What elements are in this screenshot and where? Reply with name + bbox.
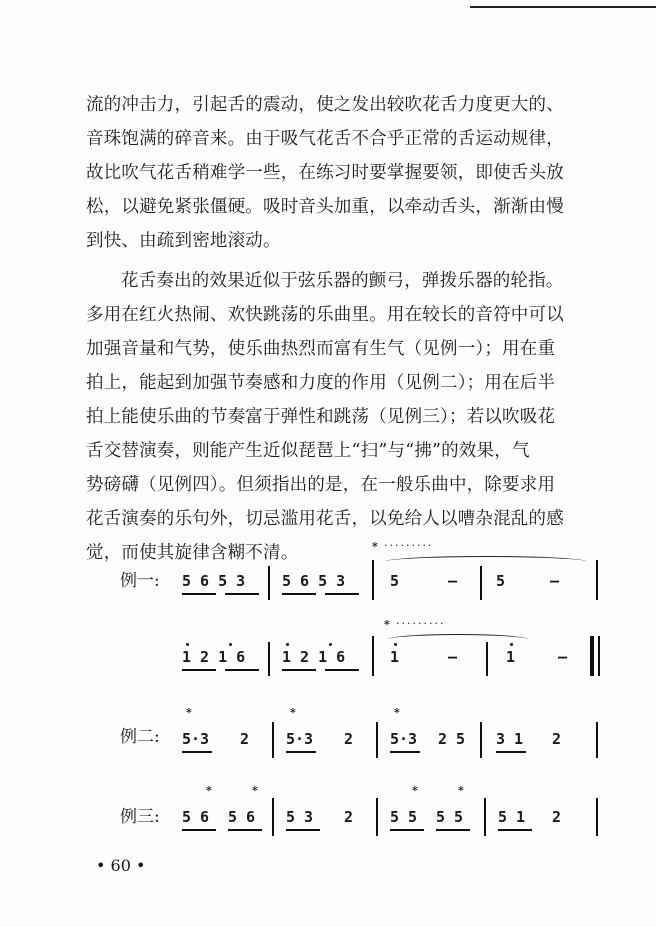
ex1-row1-measure-1: 5 6 5 3 bbox=[182, 572, 246, 590]
bar-line bbox=[372, 560, 374, 600]
text-line: 流的冲击力，引起舌的震动，使之发出较吹花舌力度更大的、 bbox=[86, 95, 564, 115]
bar-line bbox=[376, 798, 378, 836]
bar-line bbox=[372, 636, 374, 676]
beam-line bbox=[286, 829, 320, 831]
ex3-measure-1-beat-2: 5 6 bbox=[228, 808, 256, 826]
ex1-row2-measure-1: 1 2 1 6 bbox=[182, 648, 246, 666]
ex2-measure-3-beat-2: 2 5 bbox=[438, 730, 466, 748]
flutter-tongue-mark: * bbox=[412, 784, 418, 797]
beam-line bbox=[325, 669, 359, 671]
ex3-measure-2-beat-2: 2 bbox=[344, 808, 354, 826]
bar-line bbox=[272, 798, 274, 836]
ex1-row1-measure-4-note: 5 bbox=[496, 572, 506, 590]
ex2-measure-2-beat-2: 2 bbox=[344, 730, 354, 748]
beam-line bbox=[182, 751, 212, 753]
example-2-label: 例二: bbox=[120, 727, 160, 747]
ex2-measure-4-beat-2: 2 bbox=[552, 730, 562, 748]
bar-line bbox=[268, 566, 270, 600]
bar-line bbox=[484, 798, 486, 836]
beam-line bbox=[282, 669, 316, 671]
ex1-row2-measure-4-note: 1 bbox=[506, 648, 516, 666]
beam-line bbox=[286, 751, 316, 753]
ex3-measure-1-beat-1: 5 6 bbox=[182, 808, 210, 826]
text-line: 音珠饱满的碎音来。由于吸气花舌不合乎正常的舌运动规律， bbox=[86, 129, 564, 149]
ex3-measure-2-beat-1: 5 3 bbox=[286, 808, 314, 826]
example-3-label: 例三: bbox=[120, 807, 160, 827]
ex1-row2-measure-2: 1 2 1 6 bbox=[282, 648, 346, 666]
flutter-tongue-mark: * bbox=[458, 784, 464, 797]
text-line: 花舌演奏的乐句外，切忌滥用花舌，以免给人以嘈杂混乱的感 bbox=[86, 509, 564, 529]
ex1-row2-measure-3-note: 1 bbox=[390, 648, 400, 666]
beam-line bbox=[325, 593, 359, 595]
beam-line bbox=[282, 593, 316, 595]
example-1-label: 例一: bbox=[120, 571, 160, 591]
beam-line bbox=[228, 829, 262, 831]
flutter-tongue-mark: * bbox=[206, 784, 212, 797]
text-line: 松，以避免紧张僵硬。吸时音头加重，以牵动舌头，渐渐由慢 bbox=[86, 197, 564, 217]
ex1-row1-measure-2: 5 6 5 3 bbox=[282, 572, 346, 590]
flutter-tongue-mark: * bbox=[372, 540, 378, 553]
high-octave-dot bbox=[186, 643, 189, 646]
flutter-tongue-mark: * bbox=[186, 706, 192, 719]
beam-line bbox=[182, 829, 216, 831]
text-line: 多用在红火热闹、欢快跳荡的乐曲里。用在较长的音符中可以 bbox=[86, 305, 564, 325]
beam-line bbox=[182, 593, 216, 595]
text-line: 花舌奏出的效果近似于弦乐器的颤弓，弹拨乐器的轮指。 bbox=[121, 271, 564, 291]
flutter-tongue-mark: * bbox=[384, 618, 390, 631]
text-line: 舌交替演奏，则能产生近似琵琶上“扫”与“拂”的效果，气 bbox=[86, 441, 530, 461]
text-line: 故比吹气花舌稍难学一些，在练习时要掌握要领，即使舌头放 bbox=[86, 163, 564, 183]
final-bar-thick bbox=[590, 636, 594, 676]
tie-slur bbox=[386, 556, 586, 567]
ex1-row2-measure-3-dash: – bbox=[448, 648, 458, 666]
text-line: 加强音量和气势，使乐曲热烈而富有生气（见例一）；用在重 bbox=[86, 339, 556, 359]
bar-line bbox=[596, 560, 598, 600]
bar-line bbox=[376, 722, 378, 758]
final-bar-thin bbox=[598, 636, 600, 676]
ex1-row2-measure-4-dash: – bbox=[558, 648, 568, 666]
page-number: • 60 • bbox=[96, 856, 146, 875]
ex1-row1-measure-3-dash: – bbox=[448, 572, 458, 590]
trill-dots: ········· bbox=[396, 617, 446, 630]
top-rule bbox=[470, 6, 656, 8]
bar-line bbox=[596, 798, 598, 836]
ex3-measure-4-beat-2: 2 bbox=[552, 808, 562, 826]
beam-line bbox=[225, 593, 259, 595]
flutter-tongue-mark: * bbox=[290, 706, 296, 719]
ex3-measure-3-beat-1: 5 5 bbox=[390, 808, 418, 826]
tie-slur bbox=[388, 634, 528, 645]
bar-line bbox=[480, 566, 482, 600]
text-line: 到快、由疏到密地滚动。 bbox=[86, 231, 281, 251]
text-line: 拍上能使乐曲的节奏富于弹性和跳荡（见例三）；若以吹吸花 bbox=[86, 407, 556, 427]
text-line: 势磅礴（见例四）。但须指出的是，在一般乐曲中，除要求用 bbox=[86, 475, 556, 495]
ex2-measure-1-beat-2: 2 bbox=[240, 730, 250, 748]
ex1-row1-measure-4-dash: – bbox=[550, 572, 560, 590]
beam-line bbox=[436, 829, 470, 831]
beam-line bbox=[182, 669, 216, 671]
beam-line bbox=[225, 669, 259, 671]
body-text bbox=[86, 92, 601, 566]
ex1-row1-measure-3-note: 5 bbox=[390, 572, 400, 590]
beam-line bbox=[390, 829, 424, 831]
bar-line bbox=[596, 722, 598, 758]
flutter-tongue-mark: * bbox=[394, 706, 400, 719]
ex2-measure-2-beat-1: 5·3 bbox=[286, 730, 314, 748]
beam-line bbox=[390, 751, 420, 753]
bar-line bbox=[486, 642, 488, 676]
ex2-measure-3-beat-1: 5·3 bbox=[390, 730, 418, 748]
ex3-measure-4-beat-1: 5 1 bbox=[498, 808, 526, 826]
beam-line bbox=[498, 829, 532, 831]
ex2-measure-4-beat-1: 3 1 bbox=[496, 730, 524, 748]
text-line: 拍上，能起到加强节奏感和力度的作用（见例二）；用在后半 bbox=[86, 373, 556, 393]
ex2-measure-1-beat-1: 5·3 bbox=[182, 730, 210, 748]
high-octave-dot bbox=[286, 643, 289, 646]
bar-line bbox=[268, 642, 270, 676]
ex3-measure-3-beat-2: 5 5 bbox=[436, 808, 464, 826]
bar-line bbox=[272, 722, 274, 758]
text-line: 觉，而使其旋律含糊不清。 bbox=[86, 543, 299, 563]
trill-dots: ········· bbox=[384, 539, 434, 552]
bar-line bbox=[480, 722, 482, 758]
flutter-tongue-mark: * bbox=[252, 784, 258, 797]
high-octave-dot bbox=[329, 643, 332, 646]
beam-line bbox=[496, 751, 526, 753]
high-octave-dot bbox=[229, 643, 232, 646]
